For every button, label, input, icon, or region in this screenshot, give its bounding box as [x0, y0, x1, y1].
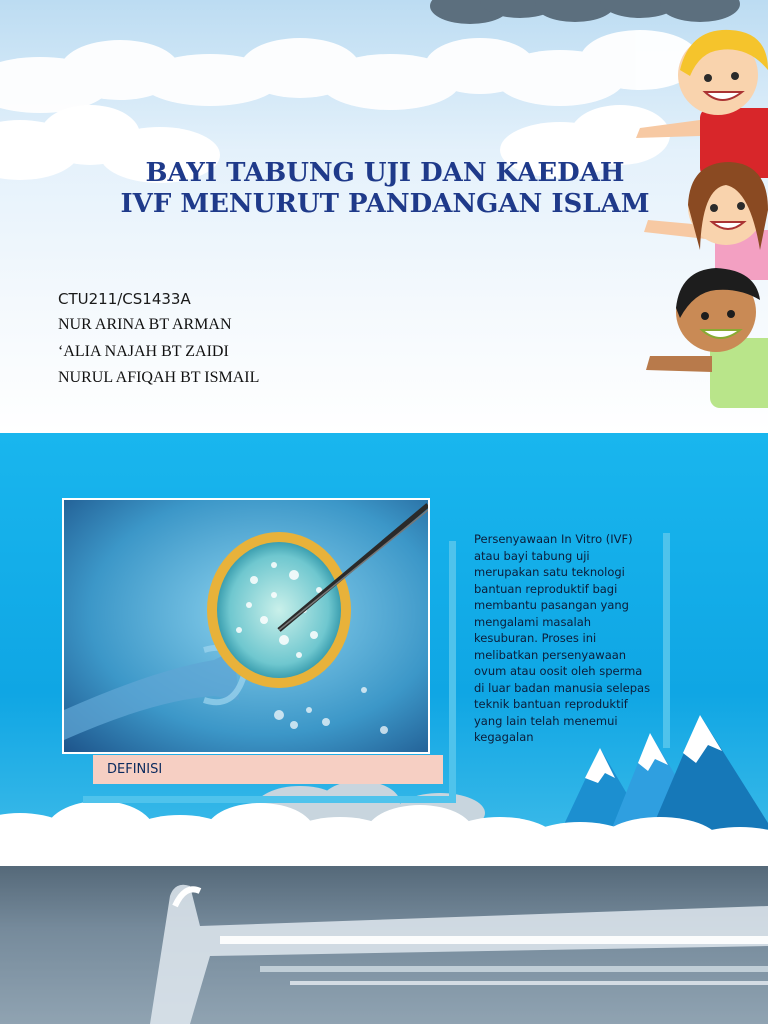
- lab-equipment-image: [0, 866, 768, 1024]
- author-2: ‘ALIA NAJAH BT ZAIDI: [58, 343, 229, 360]
- title-slide: [0, 0, 768, 433]
- ivf-injection-photo: [62, 498, 430, 754]
- title-line-1: BAYI TABUNG UJI DAN KAEDAH: [145, 158, 625, 188]
- title-line-2: IVF MENURUT PANDANGAN ISLAM: [120, 189, 650, 219]
- next-slide-preview: [0, 866, 768, 1024]
- slide-title: [100, 158, 670, 220]
- definition-slide: [0, 433, 768, 866]
- definition-text: Persenyawaan In Vitro (IVF) atau bayi tabung uji merupakan satu teknologi bantuan reproduktif bagi membantu pasangan yang mengalami masalah kesuburan. Proses ini melibatkan persenyawaan ovum atau oosit oleh sperma di luar badan manusia selepas teknik bantuan reproduktif yang lain telah menemui kegagalan: [474, 532, 651, 744]
- course-code: CTU211/CS1433A: [58, 290, 191, 308]
- decorative-bar: [663, 533, 670, 748]
- definisi-label: DEFINISI: [93, 755, 443, 784]
- egg-cell-image: [64, 500, 428, 752]
- author-3: NURUL AFIQAH BT ISMAIL: [58, 369, 260, 386]
- author-1: NUR ARINA BT ARMAN: [58, 316, 232, 333]
